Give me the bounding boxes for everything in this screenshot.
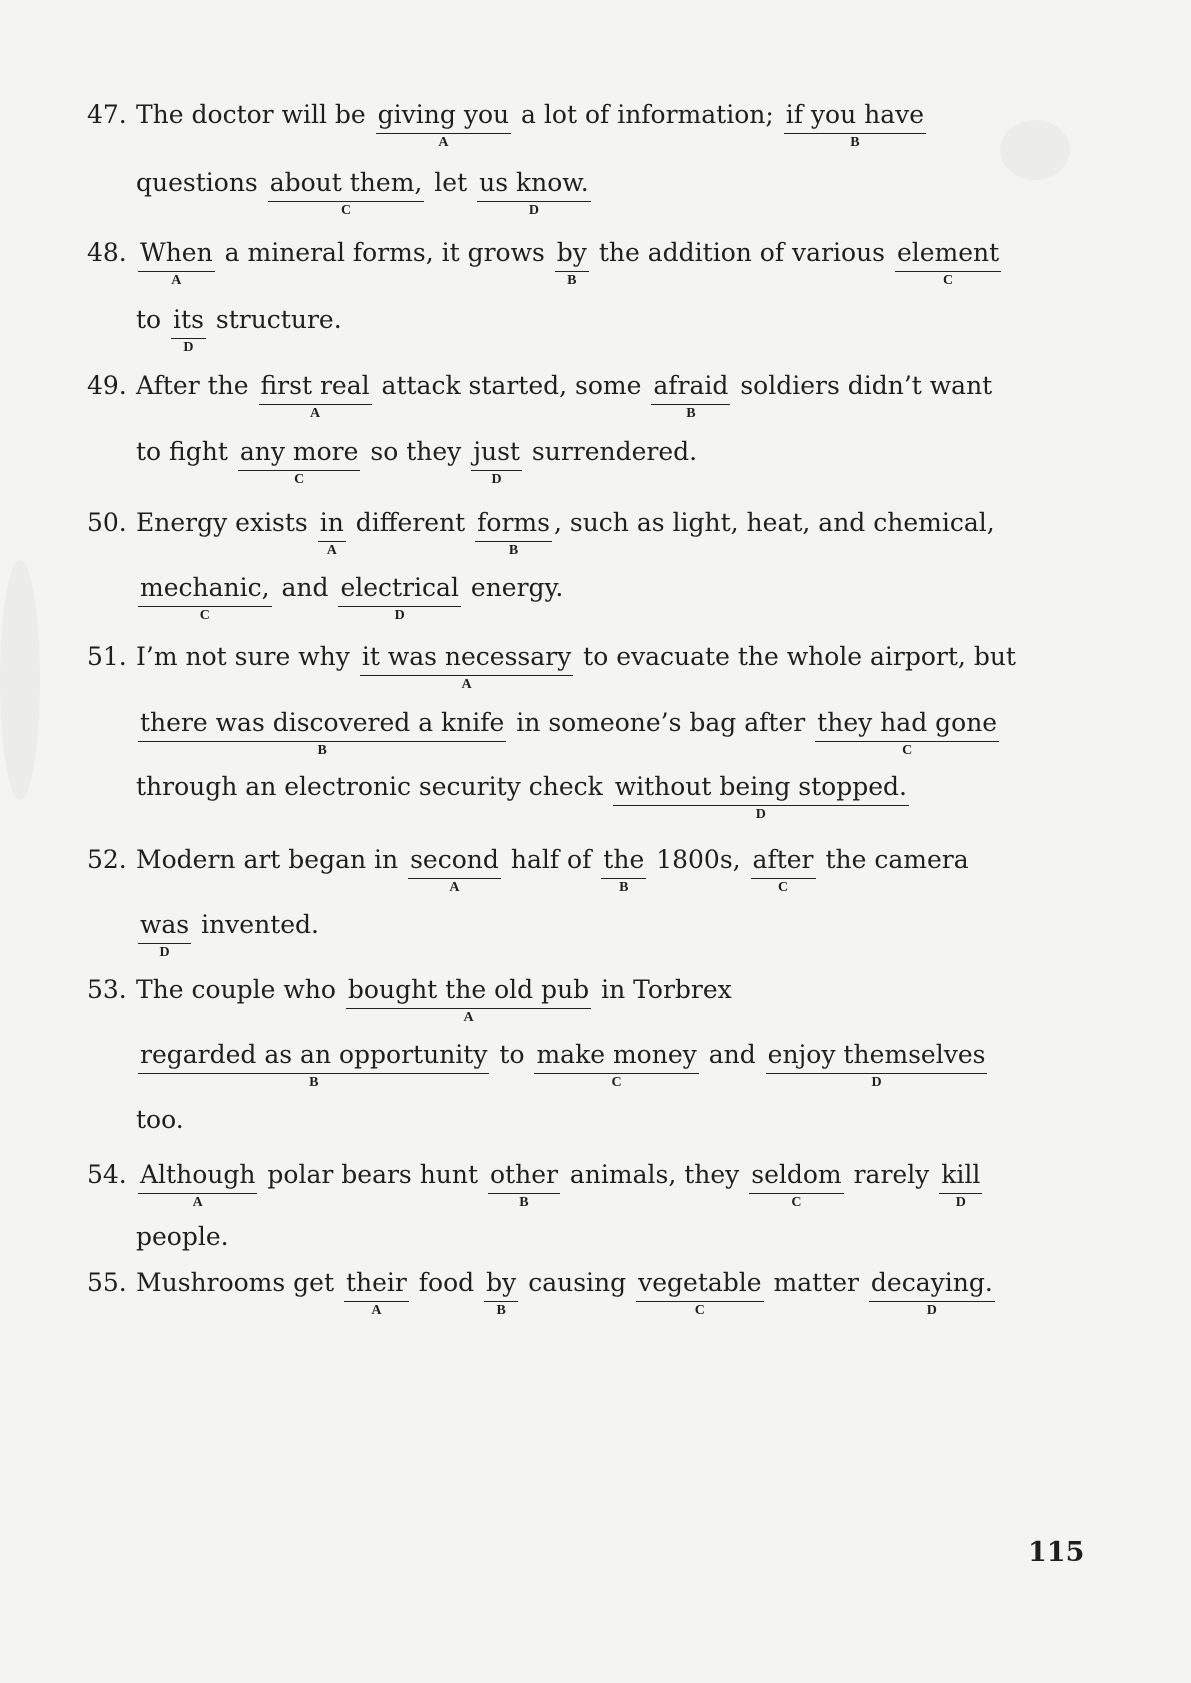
underlined-option (138, 573, 272, 623)
question-number: 53. (87, 975, 127, 1004)
question-line (136, 910, 319, 960)
option-letter: A (171, 273, 182, 288)
option-text: mechanic, (140, 573, 270, 602)
page-number: 115 (1028, 1537, 1085, 1568)
option-letter: C (611, 1075, 622, 1090)
question-number: 51. (87, 642, 127, 671)
underlined-option (471, 437, 522, 487)
sentence-text: polar bears hunt (259, 1160, 486, 1189)
sentence-text: different (347, 508, 474, 537)
option-letter: B (519, 1195, 529, 1210)
sentence-text: a lot of information; (513, 100, 782, 129)
underlined-option (784, 100, 926, 150)
question-line (87, 371, 993, 421)
sentence-text: soldiers didn’t want (732, 371, 993, 400)
sentence-text: surrendered. (523, 437, 698, 466)
option-text: make money (536, 1040, 697, 1069)
option-letter: D (394, 608, 405, 623)
underlined-option (338, 573, 460, 623)
option-letter: B (317, 743, 327, 758)
sentence-text: to evacuate the whole airport, but (575, 642, 1016, 671)
option-letter: A (438, 135, 449, 150)
question-number: 54. (87, 1160, 127, 1189)
sentence-text: the addition of various (590, 238, 893, 267)
sentence-text: so they (362, 437, 470, 466)
option-text: decaying. (870, 1268, 993, 1297)
option-text: element (896, 238, 1000, 267)
question-line (87, 845, 969, 895)
option-text: vegetable (638, 1268, 762, 1297)
option-letter: A (463, 1010, 474, 1025)
sentence-text: Mushrooms get (136, 1268, 342, 1297)
option-letter: A (449, 880, 460, 895)
option-letter: C (902, 743, 913, 758)
sentence-text: I’m not sure why (136, 642, 358, 671)
option-text: by (486, 1268, 517, 1297)
underlined-option (360, 642, 573, 692)
option-letter: D (159, 945, 170, 960)
question-line (136, 305, 342, 355)
underlined-option (751, 845, 816, 895)
option-letter: B (619, 880, 629, 895)
option-text: by (556, 238, 587, 267)
question-line (87, 508, 995, 558)
sentence-text: through an electronic security check (136, 772, 611, 801)
underlined-option (376, 100, 511, 150)
option-text: there was discovered a knife (140, 708, 505, 737)
question-line (136, 708, 1001, 758)
option-letter: D (755, 807, 766, 822)
sentence-text: Modern art began in (136, 845, 407, 874)
option-text: about them, (269, 168, 423, 197)
sentence-text: energy. (462, 573, 564, 602)
underlined-option (477, 168, 591, 218)
sentence-text: After the (136, 371, 257, 400)
question-line (136, 437, 698, 487)
option-text: they had gone (817, 708, 998, 737)
sentence-text: matter (765, 1268, 867, 1297)
sentence-text: structure. (207, 305, 342, 334)
underlined-option (259, 371, 372, 421)
option-text: other (490, 1160, 558, 1189)
option-text: enjoy themselves (767, 1040, 986, 1069)
option-text: seldom (751, 1160, 842, 1189)
question-number: 49. (87, 371, 127, 400)
sentence-text: rarely (845, 1160, 938, 1189)
option-letter: C (340, 203, 352, 218)
option-text: Although (140, 1160, 256, 1189)
question-line (87, 975, 732, 1025)
option-text: When (140, 238, 213, 267)
underlined-option (651, 371, 730, 421)
underlined-option (484, 1268, 518, 1318)
question-number: 50. (87, 508, 127, 537)
option-text: the (603, 845, 645, 874)
sentence-text: in someone’s bag after (508, 708, 814, 737)
option-letter: C (943, 273, 954, 288)
question-line (136, 573, 564, 623)
option-text: giving you (377, 100, 510, 129)
sentence-text: , such as light, heat, and chemical, (553, 508, 995, 537)
underlined-option (636, 1268, 763, 1318)
question-number: 47. (87, 100, 127, 129)
option-letter: D (871, 1075, 882, 1090)
underlined-option (138, 1040, 489, 1090)
underlined-option (475, 508, 552, 558)
option-letter: A (326, 543, 337, 558)
underlined-option (238, 437, 361, 487)
question-line (87, 100, 928, 150)
underlined-option (815, 708, 999, 758)
underlined-option (534, 1040, 698, 1090)
option-letter: B (508, 543, 519, 558)
sentence-text: attack started, some (373, 371, 650, 400)
option-letter: A (309, 406, 321, 421)
question-line (87, 1268, 997, 1318)
question-number: 52. (87, 845, 127, 874)
option-text: regarded as an opportunity (140, 1040, 488, 1069)
underlined-option (318, 508, 346, 558)
sentence-text: let (426, 168, 476, 197)
option-text: in (319, 508, 344, 537)
underlined-option (895, 238, 1001, 288)
question-line (136, 772, 911, 822)
option-text: was (140, 910, 190, 939)
question-line (87, 642, 1016, 692)
question-number: 48. (87, 238, 127, 267)
question-number: 55. (87, 1268, 127, 1297)
underlined-option (268, 168, 425, 218)
underlined-option (138, 910, 191, 960)
option-text: their (345, 1268, 407, 1297)
underlined-option (488, 1160, 560, 1210)
sentence-text: Energy exists (136, 508, 316, 537)
sentence-text: food (410, 1268, 483, 1297)
sentence-text: to fight (136, 437, 236, 466)
option-text: us know. (479, 168, 589, 197)
question-line (136, 1105, 184, 1135)
option-letter: B (309, 1075, 319, 1090)
option-text: bought the old pub (347, 975, 590, 1004)
option-letter: B (850, 135, 860, 150)
underlined-option (344, 1268, 409, 1318)
sentence-text: and (700, 1040, 764, 1069)
option-letter: D (528, 203, 539, 218)
underlined-option (869, 1268, 995, 1318)
underlined-option (346, 975, 591, 1025)
underlined-option (749, 1160, 843, 1210)
sentence-text: to (136, 305, 170, 334)
scan-smudge (0, 560, 40, 800)
option-text: without being stopped. (614, 772, 907, 801)
underlined-option (408, 845, 501, 895)
option-text: afraid (653, 371, 729, 400)
question-line (87, 1160, 984, 1210)
underlined-option (138, 1160, 257, 1210)
option-text: if you have (785, 100, 925, 129)
underlined-option (555, 238, 589, 288)
option-letter: C (791, 1195, 802, 1210)
underlined-option (939, 1160, 982, 1210)
underlined-option (601, 845, 646, 895)
sentence-text: in Torbrex (593, 975, 732, 1004)
question-line (87, 238, 1003, 288)
option-text: any more (239, 437, 359, 466)
option-text: it was necessary (361, 642, 572, 671)
option-letter: C (777, 880, 789, 895)
sentence-text: questions (136, 168, 266, 197)
option-text: kill (941, 1160, 981, 1189)
option-letter: D (955, 1195, 966, 1210)
option-text: first real (260, 371, 370, 400)
underlined-option (138, 708, 506, 758)
option-letter: A (371, 1303, 382, 1318)
sentence-text: to (491, 1040, 533, 1069)
sentence-text: animals, they (561, 1160, 748, 1189)
option-text: its (173, 305, 204, 334)
sentence-text: the camera (817, 845, 969, 874)
sentence-text: people. (136, 1222, 229, 1251)
sentence-text: too. (136, 1105, 184, 1134)
underlined-option (138, 238, 215, 288)
sentence-text: a mineral forms, it grows (216, 238, 553, 267)
option-letter: B (567, 273, 577, 288)
question-line (136, 1040, 989, 1090)
sentence-text: causing (520, 1268, 635, 1297)
sentence-text: invented. (193, 910, 319, 939)
option-letter: D (926, 1303, 937, 1318)
option-text: second (410, 845, 499, 874)
option-text: forms (477, 508, 550, 537)
option-letter: A (461, 677, 472, 692)
scan-smudge (1000, 120, 1070, 180)
sentence-text: 1800s, (648, 845, 749, 874)
sentence-text: and (273, 573, 337, 602)
sentence-text: The doctor will be (136, 100, 374, 129)
option-letter: C (294, 472, 305, 487)
option-text: just (473, 437, 520, 466)
underlined-option (766, 1040, 988, 1090)
sentence-text: The couple who (136, 975, 344, 1004)
option-letter: D (491, 472, 502, 487)
option-letter: A (192, 1195, 203, 1210)
option-text: after (752, 845, 814, 874)
option-letter: B (686, 406, 696, 421)
option-letter: B (496, 1303, 506, 1318)
option-text: electrical (340, 573, 459, 602)
underlined-option (171, 305, 206, 355)
question-line (136, 168, 593, 218)
option-letter: C (694, 1303, 705, 1318)
sentence-text: half of (502, 845, 600, 874)
question-line (136, 1222, 229, 1252)
option-letter: C (199, 608, 210, 623)
option-letter: D (183, 340, 194, 355)
underlined-option (613, 772, 909, 822)
